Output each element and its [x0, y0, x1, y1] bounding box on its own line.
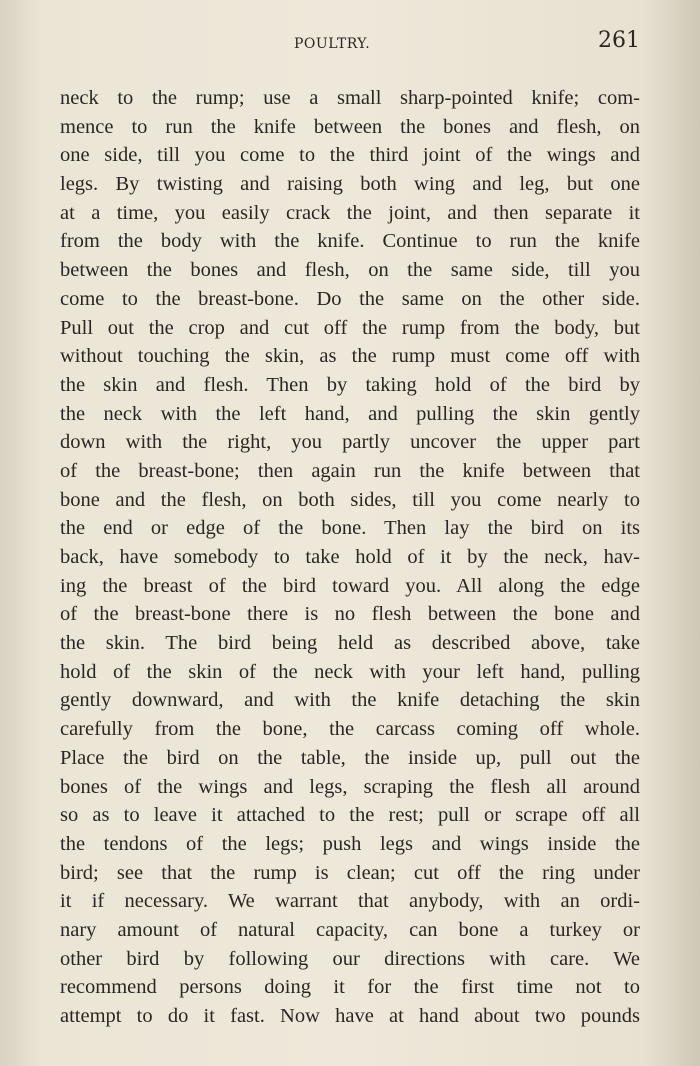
text-line: down with the right, you partly uncover the upper part — [60, 431, 640, 454]
text-line: of the breast-bone there is no flesh between the bone and — [60, 603, 640, 626]
text-line: attempt to do it fast. Now have at hand about two pounds — [60, 1005, 640, 1027]
text-line: between the bones and flesh, on the same side, till you — [60, 259, 640, 282]
text-line: Place the bird on the table, the inside up, pull out the — [60, 746, 640, 769]
text-line: of the breast-bone; then again run the knife between that — [60, 459, 640, 482]
text-line: the tendons of the legs; push legs and wings inside the — [60, 832, 640, 855]
text-line: recommend persons doing it for the first time not to — [60, 976, 640, 999]
text-line: other bird by following our directions with care. We — [60, 947, 640, 970]
page-header — [60, 28, 640, 58]
text-line: the neck with the left hand, and pulling the skin gently — [60, 402, 640, 425]
text-line: come to the breast-bone. Do the same on the other side. — [60, 287, 640, 310]
text-line: gently downward, and with the knife detaching the skin — [60, 689, 640, 712]
text-line: nary amount of natural capacity, can bone a turkey or — [60, 918, 640, 941]
text-line: ing the breast of the bird toward you. All along the edge — [60, 574, 640, 597]
text-line: the skin. The bird being held as described above, take — [60, 632, 640, 655]
text-line: legs. By twisting and raising both wing and leg, but one — [60, 173, 640, 196]
text-line: mence to run the knife between the bones and flesh, on — [60, 115, 640, 138]
text-line: without touching the skin, as the rump must come off with — [60, 345, 640, 368]
text-line: carefully from the bone, the carcass coming off whole. — [60, 718, 640, 741]
text-line: it if necessary. We warrant that anybody, with an ordi- — [60, 890, 640, 913]
text-line: from the body with the knife. Continue to run the knife — [60, 230, 640, 253]
page-number: 261 — [598, 28, 640, 53]
text-line: hold of the skin of the neck with your left hand, pulling — [60, 660, 640, 683]
text-line: neck to the rump; use a small sharp-pointed knife; com- — [60, 87, 640, 109]
text-line: bone and the flesh, on both sides, till you come nearly to — [60, 488, 640, 511]
text-line: Pull out the crop and cut off the rump from the body, but — [60, 316, 640, 339]
text-line: so as to leave it attached to the rest; pull or scrape off all — [60, 804, 640, 827]
text-line: the end or edge of the bone. Then lay the bird on its — [60, 517, 640, 540]
text-line: bird; see that the rump is clean; cut off the ring under — [60, 861, 640, 884]
body-text — [60, 84, 640, 1031]
text-line: one side, till you come to the third joint of the wings and — [60, 144, 640, 167]
running-head: POULTRY. — [294, 36, 371, 52]
text-line: bones of the wings and legs, scraping the flesh all around — [60, 775, 640, 798]
text-line: at a time, you easily crack the joint, and then separate it — [60, 201, 640, 224]
text-line: back, have somebody to take hold of it by the neck, hav- — [60, 546, 640, 568]
text-line: the skin and flesh. Then by taking hold of the bird by — [60, 373, 640, 396]
